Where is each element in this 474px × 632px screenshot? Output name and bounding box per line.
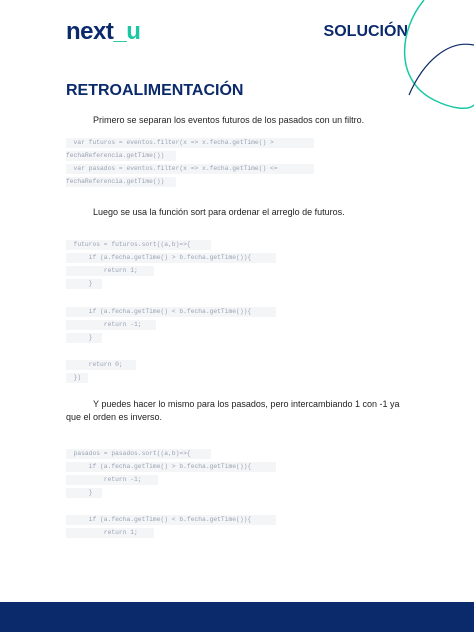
next-u-logo (66, 18, 140, 46)
paragraph-1: Primero se separan los eventos futuros de los pasados con un filtro. (93, 115, 365, 125)
logo-suffix: _u (113, 18, 141, 45)
code-line: var futuros = eventos.filter(x => x.fecha.getTime() > (66, 138, 314, 148)
code-line: return 1; (66, 528, 154, 538)
paragraph-3: Y puedes hacer lo mismo para los pasados, pero intercambiando 1 con -1 ya que el orden es inverso. (66, 399, 400, 422)
code-line: return -1; (66, 475, 158, 485)
logo-text: next (66, 18, 114, 45)
code-line: } (66, 333, 102, 343)
code-line: return 0; (66, 360, 136, 370)
section-label: SOLUCIÓN (323, 23, 408, 40)
code-line: futuros = futuros.sort((a,b)=>{ (66, 240, 211, 250)
code-line: } (66, 279, 102, 289)
code-line: return -1; (66, 320, 156, 330)
code-line: pasados = pasados.sort((a,b)=>{ (66, 449, 211, 459)
page-title: RETROALIMENTACIÓN (66, 82, 244, 99)
code-line: if (a.fecha.getTime() < b.fecha.getTime()){ (66, 515, 276, 525)
paragraph-2: Luego se usa la función sort para ordenar el arreglo de futuros. (93, 207, 345, 217)
code-line: } (66, 488, 102, 498)
code-line: if (a.fecha.getTime() > b.fecha.getTime()){ (66, 253, 276, 263)
code-line: var pasados = eventos.filter(x => x.fecha.getTime() <= (66, 164, 314, 174)
footer-band (0, 602, 474, 632)
code-line: return 1; (66, 266, 154, 276)
code-line: fechaReferencia.getTime()) (66, 177, 176, 187)
code-line: if (a.fecha.getTime() > b.fecha.getTime()){ (66, 462, 276, 472)
code-line: fechaReferencia.getTime()) (66, 151, 176, 161)
code-line: }) (66, 373, 88, 383)
decorative-curves (354, 0, 474, 130)
code-line: if (a.fecha.getTime() < b.fecha.getTime()){ (66, 307, 276, 317)
